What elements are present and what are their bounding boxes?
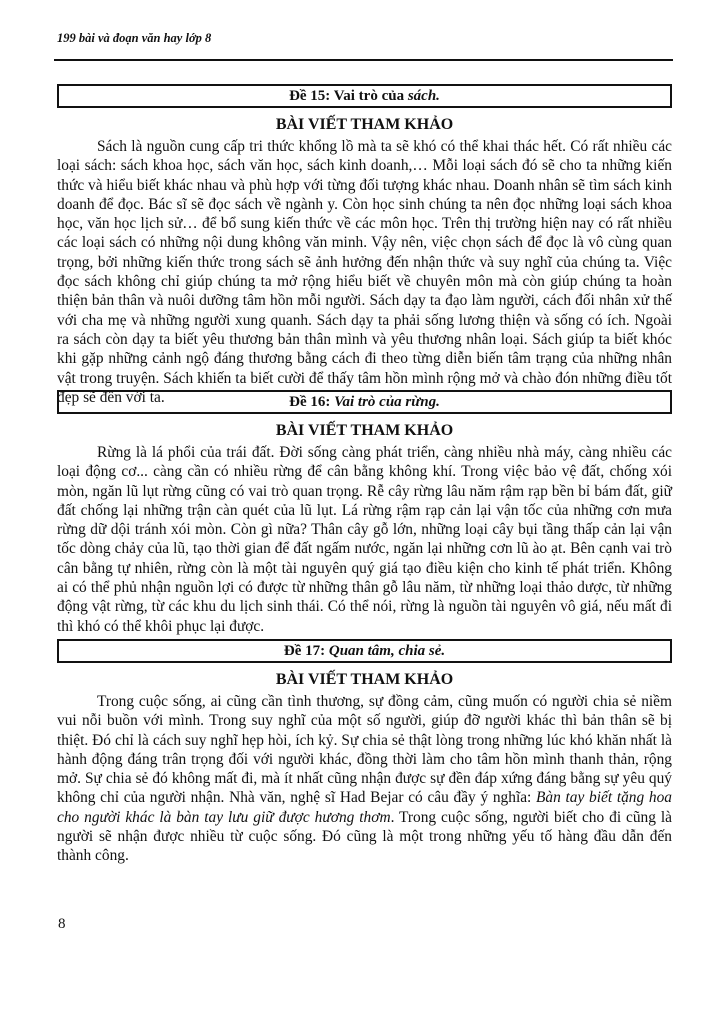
section-title-box	[57, 639, 672, 663]
reference-heading: BÀI VIẾT THAM KHẢO	[275, 422, 454, 439]
section-title-box	[57, 390, 672, 414]
section-label: Đề 17:	[283, 643, 326, 659]
paragraph-text-end: . Trong cuộc sống, người biết cho đi cũng là người sẽ nhận được nhiều từ cuộc sống. Đó cũng là một trong những yếu tố hàng đầu dẫn đến thành công.	[57, 808, 672, 865]
paragraph-text: Trong cuộc sống, ai cũng cần tình thương, sự đồng cảm, cũng muốn có người chia sẻ niềm vui nỗi buồn với mình. Trong suy nghĩ của một số người, giúp đỡ người khác thì bản thân sẽ bị thiệt. Đó chỉ là cách suy nghĩ hẹp hòi, ích kỷ. Sự chia sẻ thật lòng trong những lúc khó khăn nhất là hành động đáng trân trọng đối với người khác, đồng thời làm cho tâm hồn mình thanh thản, rộng mở. Sự chia sẻ đó không mất đi, mà ít nhất cũng nhận được sự đền đáp xứng đáng bằng sự yêu quý không chỉ của người nhận. Nhà văn, nghệ sĩ Had Bejar có câu đầy ý nghĩa:	[57, 693, 672, 807]
section-title: Vai trò của	[330, 88, 408, 104]
section-title-italic: Quan tâm, chia sẻ.	[328, 643, 446, 659]
essay-paragraph: Sách là nguồn cung cấp tri thức khổng lồ mà ta sẽ khó có thể khai thác hết. Có rất nhiều các loại sách: sách khoa học, sách văn học, sách kinh doanh,… Mỗi loại sách đó sẽ cho ta những kiến thức và hiểu biết khác nhau và phù hợp với từng đối tượng khác nhau. Doanh nhân sẽ tìm sách kinh doanh để đọc. Bác sĩ sẽ đọc sách về ngành y. Còn học sinh chúng ta nên đọc những loại sách khoa học, văn học lịch sử… để bổ sung kiến thức về các môn học. Trên thị trường hiện nay có rất nhiều các loại sách có những nội dung không văn minh. Vậy nên, việc chọn sách để đọc là vô cùng quan trọng, bởi những kiến thức trong sách sẽ ảnh hưởng đến nhận thức và suy nghĩ của chúng ta. Việc đọc sách không chỉ giúp chúng ta mở rộng hiểu biết về chuyên môn mà còn giúp chúng ta hoàn thiện bản thân và nuôi dưỡng tâm hồn mỗi người. Sách dạy ta đạo làm người, cách đối nhân xử thế với cha mẹ và những người xung quanh. Sách dạy ta phải sống lương thiện và sống có ích. Ngoài ra sách còn dạy ta biết yêu thương bản thân mình và yêu thương nhân loại. Sách giúp ta biết khóc khi gặp những cảnh ngộ đáng thương bằng cách đi theo từng diễn biến tâm trạng của những nhân vật trong truyện. Sách khiến ta biết cười để thấy tâm hồn mình rộng mở và chào đón những điều tốt đẹp sẽ đến với ta.	[57, 138, 672, 406]
reference-heading: BÀI VIẾT THAM KHẢO	[275, 116, 454, 133]
section-title-box	[57, 84, 672, 108]
essay-paragraph: Rừng là lá phổi của trái đất. Đời sống càng phát triển, càng nhiều nhà máy, càng nhiều các loại động cơ... càng cần có nhiều rừng để cân bằng không khí. Trong việc bảo vệ đất, chống xói mòn, ngăn lũ lụt rừng cũng có vai trò quan trọng. Rễ cây rừng lâu năm rậm rạp bền bỉ bám đất, giữ đất chống lại những trận càn quét của lũ lụt. Lá rừng rậm rạp cản lại vận tốc của những cơn mưa rừng dữ dội tránh xói mòn. Còn gì nữa? Thân cây gỗ lớn, những loại cây bụi tầng thấp cản lại vận tốc dòng chảy của lũ, tạo thời gian để đất ngấm nước, ngăn lại những cơn lũ ào ạt. Bên cạnh vai trò cân bằng tự nhiên, rừng còn là một tài nguyên quý giá tạo điều kiện cho kinh tế phát triển. Không ai có thể phủ nhận nguồn lợi có được từ những thân gỗ lâu năm, từ những loại thảo dược, từ những động vật rừng, từ các khu du lịch sinh thái. Có thể nói, rừng là nguồn tài nguyên vô giá, nếu mất đi thì khó có thể khôi phục lại được.	[57, 444, 672, 635]
page-number: 8	[58, 916, 66, 932]
section-title-italic: sách.	[407, 88, 440, 104]
quote-text: Bàn tay biết tặng hoa cho người khác là bàn tay lưu giữ được hương thơm	[57, 789, 672, 826]
running-head: 199 bài và đoạn văn hay lớp 8	[57, 31, 212, 45]
header-rule	[54, 59, 673, 61]
section-title-italic: Vai trò của rừng.	[334, 394, 440, 410]
section-de-15	[57, 84, 672, 407]
section-de-16	[57, 390, 672, 636]
essay-paragraph	[57, 692, 672, 866]
reference-heading: BÀI VIẾT THAM KHẢO	[275, 671, 454, 688]
section-de-17	[57, 639, 672, 866]
section-label: Đề 16:	[289, 394, 331, 410]
section-label: Đề 15:	[289, 88, 331, 104]
